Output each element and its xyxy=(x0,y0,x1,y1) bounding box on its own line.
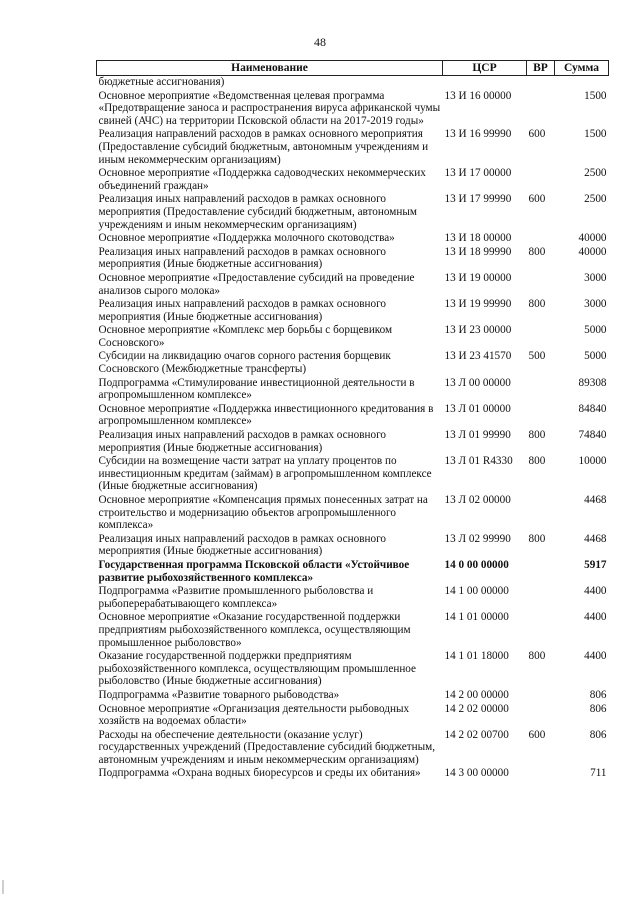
row-vr: 800 xyxy=(528,455,546,468)
row-name: Расходы на обеспечение деятельности (оказание услуг) государственных учреждений (Предоставление субсидий бюджетным, автономным учреждениям и иным некоммерческим организациям) xyxy=(98,728,436,766)
row-name: Реализация иных направлений расходов в рамках основного мероприятия (Иные бюджетные ассигнования) xyxy=(98,245,386,271)
row-vr xyxy=(527,494,555,533)
row-vr xyxy=(527,324,555,350)
row-vr xyxy=(527,76,555,90)
row-csr: 14 1 00 00000 xyxy=(444,585,509,598)
row-vr xyxy=(527,403,555,429)
row-sum: 2500 xyxy=(584,193,607,206)
row-csr: 13 И 19 00000 xyxy=(444,271,512,284)
row-name: Реализация иных направлений расходов в рамках основного мероприятия (Иные бюджетные ассигнования) xyxy=(98,532,386,558)
row-csr: 13 И 17 00000 xyxy=(444,167,512,180)
table-row xyxy=(97,585,609,611)
row-name: Подпрограмма «Стимулирование инвестиционной деятельности в агропромышленном комплексе» xyxy=(98,376,415,402)
row-csr: 13 И 18 99990 xyxy=(444,245,512,258)
table-row xyxy=(97,128,609,167)
row-name: Основное мероприятие «Компенсация прямых понесенных затрат на строительство и модернизацию объектов агропромышленного комплекса» xyxy=(98,494,428,532)
row-sum: 74840 xyxy=(578,429,607,442)
row-vr: 800 xyxy=(528,298,546,311)
row-sum: 806 xyxy=(589,702,607,715)
row-sum: 806 xyxy=(589,688,607,701)
row-csr: 14 3 00 00000 xyxy=(444,767,509,780)
row-csr: 13 Л 02 00000 xyxy=(444,494,511,506)
row-name: Основное мероприятие «Поддержка молочного скотоводства» xyxy=(98,232,395,245)
row-sum: 3000 xyxy=(584,271,607,284)
row-sum: 3000 xyxy=(584,298,607,311)
row-csr: 13 И 19 99990 xyxy=(444,298,512,311)
row-csr: 13 И 16 00000 xyxy=(444,89,512,102)
table-row xyxy=(97,611,609,650)
row-sum xyxy=(555,76,609,90)
row-name: Основное мероприятие «Поддержка садоводческих некоммерческих объединений граждан» xyxy=(98,167,426,192)
table-row xyxy=(97,76,609,90)
row-vr xyxy=(527,703,555,729)
row-csr: 13 И 23 00000 xyxy=(444,324,512,337)
row-csr: 14 2 02 00700 xyxy=(444,728,509,741)
row-sum: 5000 xyxy=(584,324,607,337)
row-sum: 40000 xyxy=(578,245,607,258)
row-vr xyxy=(527,232,555,246)
row-sum: 4400 xyxy=(584,650,607,663)
row-csr: 13 Л 01 00000 xyxy=(444,402,511,415)
row-sum: 84840 xyxy=(578,402,607,415)
row-name: Реализация иных направлений расходов в рамках основного мероприятия (Иные бюджетные ассигнования) xyxy=(98,429,386,454)
row-sum: 4468 xyxy=(584,494,607,506)
row-vr: 800 xyxy=(528,532,546,545)
row-sum: 4400 xyxy=(584,611,607,624)
row-vr xyxy=(527,559,555,585)
row-name: Субсидии на ликвидацию очагов сорного растения борщевик Сосновского (Межбюджетные трансферты) xyxy=(98,350,391,376)
table-row xyxy=(97,559,609,585)
row-sum: 40000 xyxy=(578,232,607,245)
row-csr: 13 Л 00 00000 xyxy=(444,376,511,389)
row-vr xyxy=(527,90,555,129)
row-csr: 13 Л 01 99990 xyxy=(444,429,511,442)
row-vr: 800 xyxy=(528,245,546,258)
table-row xyxy=(97,272,609,298)
row-sum: 10000 xyxy=(578,455,607,468)
row-name: Основное мероприятие «Поддержка инвестиционного кредитования в агропромышленном комплексе» xyxy=(98,402,434,428)
row-vr: 600 xyxy=(528,128,546,141)
left-edge-mark xyxy=(2,880,4,894)
row-vr: 600 xyxy=(528,193,546,206)
row-csr: 14 2 00 00000 xyxy=(444,688,509,701)
row-sum: 711 xyxy=(590,767,607,780)
row-vr: 600 xyxy=(528,728,546,741)
row-vr xyxy=(527,272,555,298)
row-name: Оказание государственной поддержки предприятиям рыбохозяйственного комплекса, осуществляющим промышленное рыболовство (Иные бюджетные ассигнования) xyxy=(98,650,417,688)
table-row xyxy=(97,298,609,324)
row-csr: 13 Л 02 99990 xyxy=(444,532,511,545)
page-number: 48 xyxy=(314,35,326,49)
row-name: Основное мероприятие «Комплекс мер борьбы с борщевиком Сосновского» xyxy=(98,324,393,349)
table-row xyxy=(97,729,609,768)
row-csr xyxy=(443,76,527,90)
table-row xyxy=(97,350,609,376)
table-row xyxy=(97,324,609,350)
row-vr xyxy=(527,377,555,403)
row-csr: 13 И 16 99990 xyxy=(444,128,512,141)
header-vr: ВР xyxy=(527,61,555,76)
row-name: Основное мероприятие «Организация деятельности рыбоводных хозяйств на водоемах области» xyxy=(98,702,410,728)
row-csr: 13 И 17 99990 xyxy=(444,193,512,206)
row-vr xyxy=(527,611,555,650)
table-row xyxy=(97,455,609,494)
row-vr xyxy=(527,767,555,781)
row-name: бюджетные ассигнования) xyxy=(98,76,225,88)
row-sum: 4400 xyxy=(584,585,607,598)
row-csr: 13 Л 01 R4330 xyxy=(444,455,513,468)
table-row xyxy=(97,193,609,232)
row-csr: 14 1 01 18000 xyxy=(444,650,509,663)
row-csr: 14 1 01 00000 xyxy=(444,611,509,624)
row-sum: 5917 xyxy=(584,558,607,571)
header-name: Наименование xyxy=(97,61,443,76)
table-row xyxy=(97,650,609,689)
row-name: Реализация направлений расходов в рамках основного мероприятия (Предоставление субсидий бюджетным, автономным учреждениям и иным некоммерческим организациям) xyxy=(98,128,429,166)
table-row xyxy=(97,429,609,455)
table-row xyxy=(97,232,609,246)
row-name: Основное мероприятие «Оказание государственной поддержки предприятиям рыбохозяйственного комплекса, осуществляющим промышленное рыболовство» xyxy=(98,611,411,649)
row-csr: 13 И 18 00000 xyxy=(444,232,512,245)
table-row xyxy=(97,246,609,272)
budget-table xyxy=(96,60,609,781)
row-sum: 1500 xyxy=(584,89,607,102)
row-name: Подпрограмма «Развитие товарного рыбоводства» xyxy=(98,688,340,701)
row-name: Реализация иных направлений расходов в рамках основного мероприятия (Иные бюджетные ассигнования) xyxy=(98,298,386,323)
table-row xyxy=(97,377,609,403)
row-name: Основное мероприятие «Ведомственная целевая программа «Предотвращение заноса и распространения вируса африканской чумы свиней (АЧС) на территории Псковской области на 2017-2019 годы» xyxy=(98,89,441,127)
row-csr: 14 0 00 00000 xyxy=(444,558,509,571)
row-name: Субсидии на возмещение части затрат на уплату процентов по инвестиционным кредитам (займам) в агропромышленном комплексе (Иные бюджетные ассигнования) xyxy=(98,455,432,493)
row-sum: 806 xyxy=(589,728,607,741)
row-vr xyxy=(527,689,555,703)
row-sum: 2500 xyxy=(584,167,607,180)
row-name: Подпрограмма «Охрана водных биоресурсов и среды их обитания» xyxy=(98,767,421,780)
header-row xyxy=(97,61,609,76)
table-body xyxy=(97,76,609,782)
row-vr xyxy=(527,585,555,611)
row-sum: 1500 xyxy=(584,128,607,141)
table-row xyxy=(97,533,609,559)
table-row xyxy=(97,689,609,703)
header-csr: ЦСР xyxy=(443,61,527,76)
table-row xyxy=(97,90,609,129)
row-name: Государственная программа Псковской области «Устойчивое развитие рыбохозяйственного комплекса» xyxy=(98,558,410,584)
row-sum: 5000 xyxy=(584,350,607,363)
row-name: Основное мероприятие «Предоставление субсидий на проведение анализов сырого молока» xyxy=(98,271,415,297)
table-row xyxy=(97,767,609,781)
table-row xyxy=(97,167,609,193)
row-vr: 800 xyxy=(528,650,546,663)
row-sum: 4468 xyxy=(584,532,607,545)
row-csr: 13 И 23 41570 xyxy=(444,350,512,363)
row-name: Подпрограмма «Развитие промышленного рыболовства и рыбоперерабатывающего комплекса» xyxy=(98,585,374,610)
table-row xyxy=(97,494,609,533)
header-sum: Сумма xyxy=(555,61,609,76)
row-vr: 800 xyxy=(528,429,546,442)
row-csr: 14 2 02 00000 xyxy=(444,702,509,715)
table-row xyxy=(97,403,609,429)
row-vr: 500 xyxy=(528,350,546,363)
row-name: Реализация иных направлений расходов в рамках основного мероприятия (Предоставление субсидий бюджетным, автономным учреждениям и иным некоммерческим организациям) xyxy=(98,193,417,231)
row-vr xyxy=(527,167,555,193)
table-row xyxy=(97,703,609,729)
row-sum: 89308 xyxy=(578,376,607,389)
table-header xyxy=(97,61,609,76)
